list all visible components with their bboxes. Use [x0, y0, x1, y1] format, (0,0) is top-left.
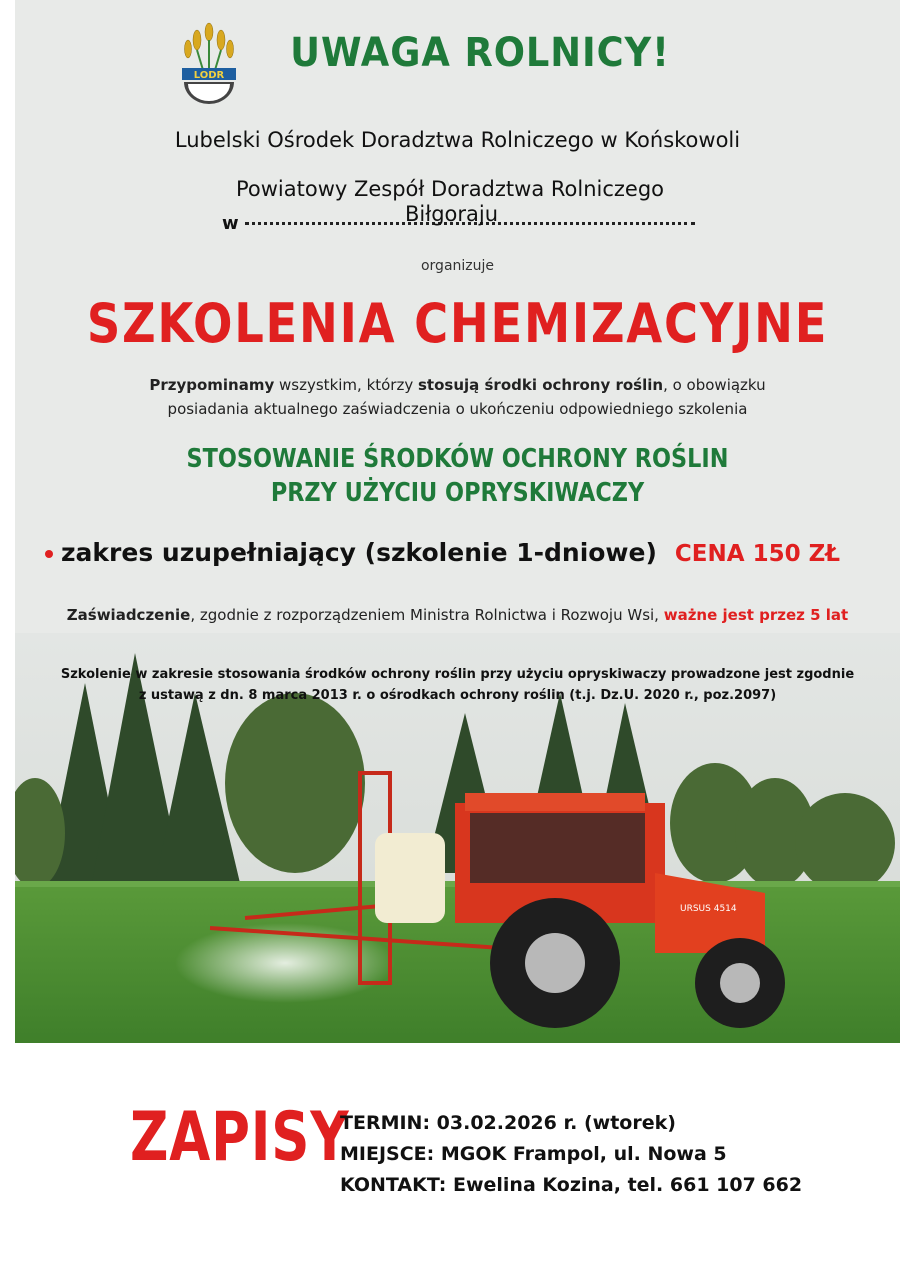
lodr-logo — [178, 22, 240, 104]
reminder-line-1: Przypominamy wszystkim, którzy stosują środki ochrony roślin, o obowiązku — [149, 376, 766, 394]
tractor-badge: URSUS 4514 — [680, 904, 737, 914]
headline: UWAGA ROLNICY! — [290, 30, 670, 76]
organizer-line-1: Lubelski Ośrodek Doradztwa Rolniczego w Końskowoli — [174, 128, 741, 152]
kontakt-line: KONTAKT: Ewelina Kozina, tel. 661 107 662 — [340, 1174, 803, 1196]
offer-price: CENA 150 ZŁ — [674, 541, 841, 567]
reminder-line-2: posiadania aktualnego zaświadczenia o ukończeniu odpowiedniego szkolenia — [167, 400, 748, 418]
organizer-line-2: Powiatowy Zespół Doradztwa Rolniczego — [235, 177, 665, 201]
logo-text: LODR — [193, 70, 225, 81]
legal-line-2: z ustawą z dn. 8 marca 2013 r. o ośrodkach ochrony roślin (t.j. Dz.U. 2020 r., poz.2097) — [138, 688, 777, 703]
course-title-line-2: PRZY UŻYCIU OPRYSKIWACZY — [270, 478, 645, 508]
event-info — [340, 1108, 802, 1201]
certificate-note: Zaświadczenie, zgodnie z rozporządzeniem Ministra Rolnictwa i Rozwoju Wsi, ważne jest przez 5 lat — [66, 606, 849, 624]
city-name: Biłgoraju — [405, 202, 499, 226]
bullet-icon — [45, 550, 53, 558]
legal-notice — [15, 664, 900, 706]
legal-line-1: Szkolenie w zakresie stosowania środków ochrony roślin przy użyciu opryskiwaczy prowadzone jest zgodnie — [60, 667, 855, 682]
main-title: SZKOLENIA CHEMIZACYJNE — [86, 292, 829, 355]
zapisy-heading: ZAPISY — [130, 1098, 350, 1177]
course-title-line-1: STOSOWANIE ŚRODKÓW OCHRONY ROŚLIN — [186, 444, 729, 474]
w-prefix: w — [222, 213, 239, 234]
offer-row — [45, 538, 840, 567]
termin-line: TERMIN: 03.02.2026 r. (wtorek) — [340, 1112, 676, 1134]
organizuje-text: organizuje — [420, 258, 495, 274]
miejsce-line: MIEJSCE: MGOK Frampol, ul. Nowa 5 — [340, 1143, 727, 1165]
offer-scope: zakres uzupełniający (szkolenie 1-dniowe) — [61, 538, 657, 567]
